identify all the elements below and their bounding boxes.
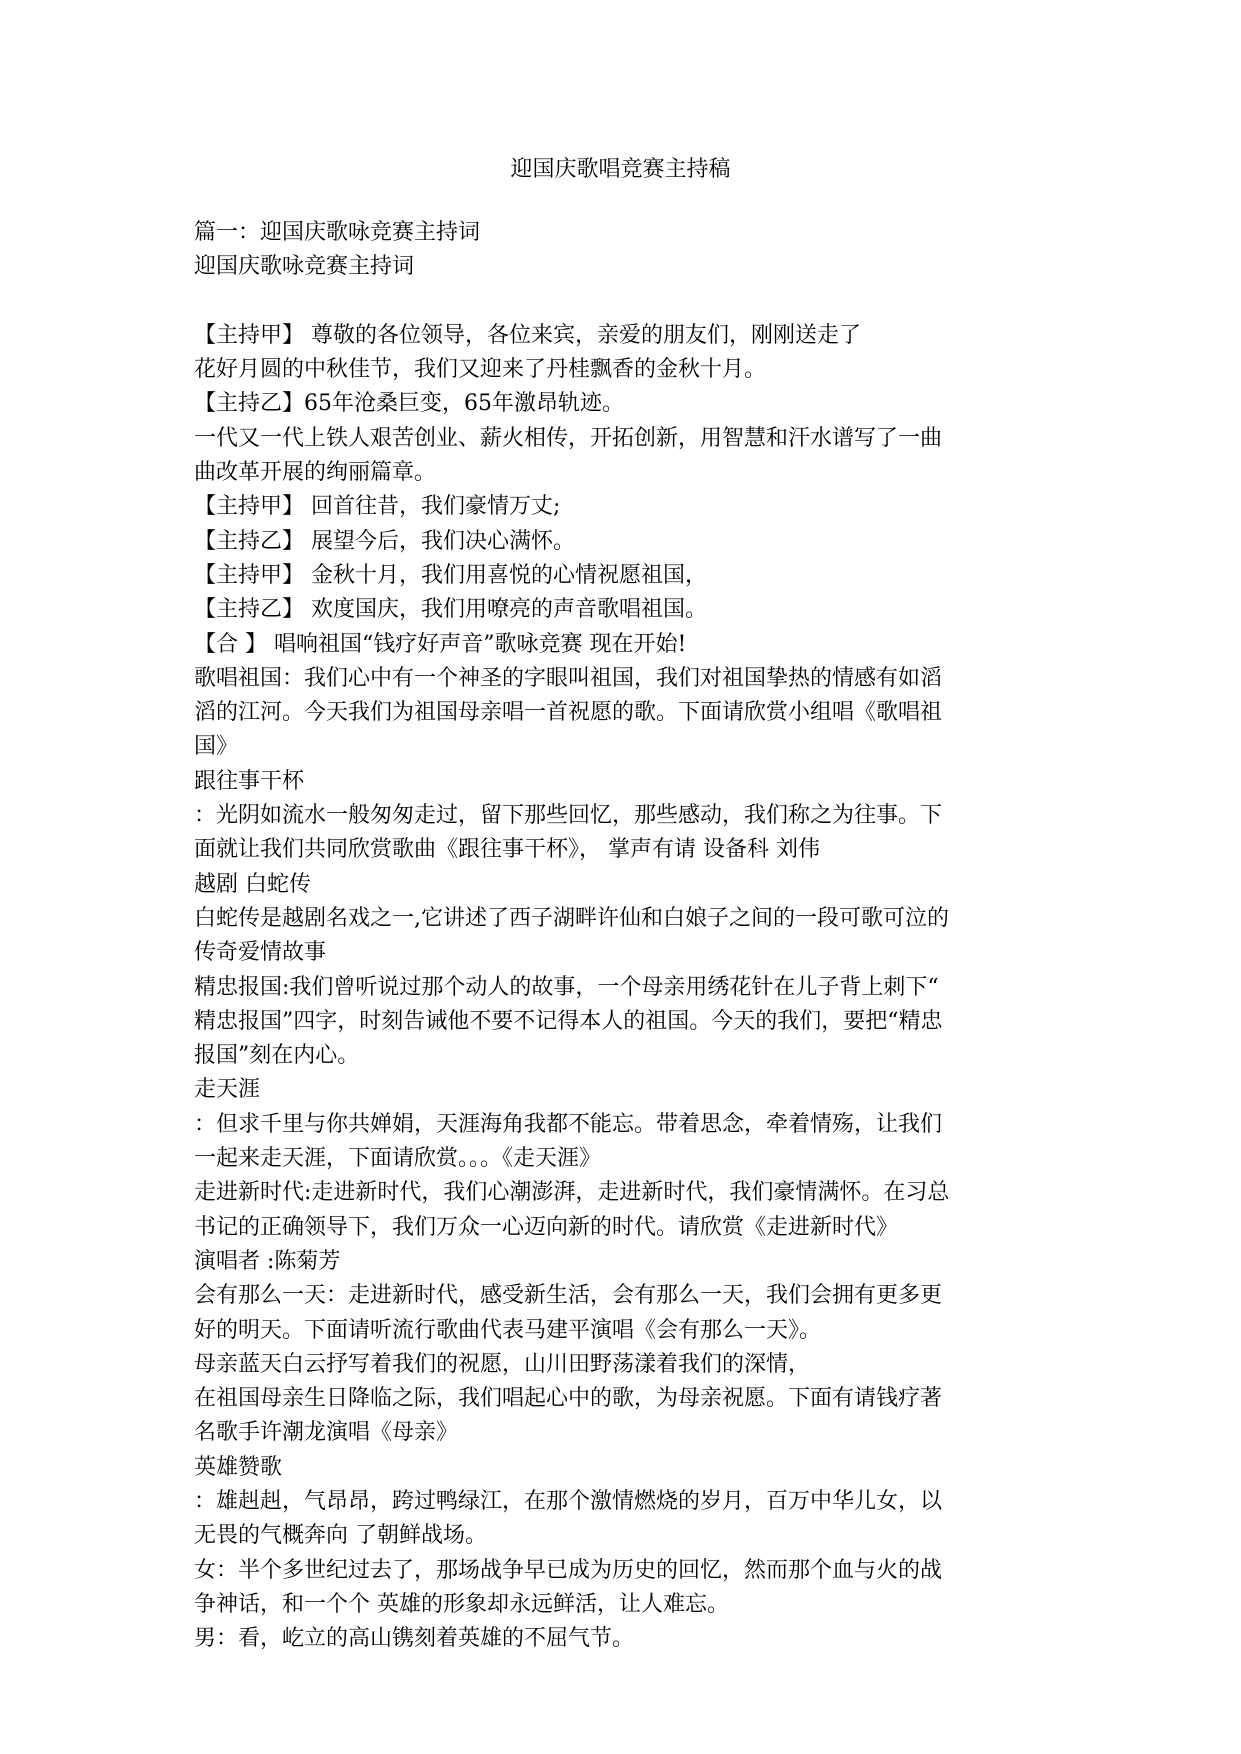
- text-line: 无畏的气概奔向 了朝鲜战场。: [194, 1523, 487, 1549]
- text-line: 书记的正确领导下，我们万众一心迈向新的时代。请欣赏《走进新时代》: [194, 1214, 899, 1240]
- text-line: 歌唱祖国：我们心中有一个神圣的字眼叫祖国，我们对祖国挚热的情感有如滔: [194, 665, 943, 691]
- text-line: 在祖国母亲生日降临之际，我们唱起心中的歌，为母亲祝愿。下面有请钱疗著: [194, 1386, 943, 1412]
- document-title: 迎国庆歌唱竞赛主持稿: [510, 157, 731, 182]
- text-line: 一代又一代上铁人艰苦创业、薪火相传，开拓创新，用智慧和汗水谱写了一曲: [194, 425, 943, 451]
- text-line: 一起来走天涯，下面请欣赏。。。《走天涯》: [194, 1146, 602, 1172]
- text-line: 【主持甲】 尊敬的各位领导，各位来宾，亲爱的朋友们，刚刚送走了: [194, 322, 861, 348]
- text-line: 好的明天。下面请听流行歌曲代表马建平演唱《会有那么一天》。: [194, 1317, 822, 1343]
- text-line: 争神话，和一个个 英雄的形象却永远鲜活，让人难忘。: [194, 1591, 729, 1617]
- text-line: 国》: [194, 734, 239, 760]
- text-line: 【主持甲】 金秋十月，我们用喜悦的心情祝愿祖国，: [194, 562, 707, 588]
- text-line: 篇一：迎国庆歌咏竞赛主持词: [194, 220, 481, 245]
- document-body: [194, 216, 1049, 1656]
- text-line: 越剧 白蛇传: [194, 871, 311, 897]
- text-line: 精忠报国:我们曾听说过那个动人的故事，一个母亲用绣花针在儿子背上刺下“: [194, 974, 939, 1000]
- text-line: 【主持乙】 展望今后，我们决心满怀。: [194, 528, 575, 554]
- text-line: ：光阴如流水一般匆匆走过，留下那些回忆，那些感动，我们称之为往事。下: [194, 803, 943, 829]
- text-line: 男：看，屹立的高山镌刻着英雄的不屈气节。: [194, 1626, 635, 1652]
- text-line: ：雄赳赳，气昂昂，跨过鸭绿江，在那个激情燃烧的岁月，百万中华儿女，以: [194, 1488, 943, 1514]
- text-line: 母亲蓝天白云抒写着我们的祝愿，山川田野荡漾着我们的深情，: [194, 1351, 811, 1377]
- text-line: 面就让我们共同欣赏歌曲《跟往事干杯》， 掌声有请 设备科 刘伟: [194, 837, 820, 863]
- text-line: 【主持乙】65年沧桑巨变，65年激昂轨迹。: [194, 391, 624, 417]
- text-line: 【合 】 唱响祖国“钱疗好声音”歌咏竞赛 现在开始!: [194, 631, 687, 657]
- text-line: 演唱者 :陈菊芳: [194, 1248, 341, 1274]
- text-line: 【主持甲】 回首往昔，我们豪情万丈;: [194, 494, 561, 520]
- text-line: 走进新时代:走进新时代，我们心潮澎湃，走进新时代，我们豪情满怀。在习总: [194, 1180, 950, 1206]
- text-line: 【主持乙】 欢度国庆，我们用嘹亮的声音歌唱祖国。: [194, 597, 707, 623]
- text-line: 花好月圆的中秋佳节，我们又迎来了丹桂飘香的金秋十月。: [194, 357, 767, 383]
- text-line: 走天涯: [194, 1077, 261, 1103]
- text-line: 报国”刻在内心。: [194, 1043, 360, 1069]
- text-line: 传奇爱情故事: [194, 940, 327, 966]
- text-line: 白蛇传是越剧名戏之一,它讲述了西子湖畔许仙和白娘子之间的一段可歌可泣的: [194, 905, 949, 931]
- text-line: 会有那么一天：走进新时代，感受新生活，会有那么一天，我们会拥有更多更: [194, 1283, 943, 1309]
- text-line: 跟往事干杯: [194, 768, 305, 794]
- text-line: 曲改革开展的绚丽篇章。: [194, 460, 437, 486]
- text-line: 迎国庆歌咏竞赛主持词: [194, 254, 415, 280]
- text-line: 名歌手许潮龙演唱《母亲》: [194, 1420, 459, 1446]
- text-line: 精忠报国”四字，时刻告诫他不要不记得本人的祖国。今天的我们，要把“精忠: [194, 1008, 943, 1034]
- text-line: 女：半个多世纪过去了，那场战争早已成为历史的回忆，然而那个血与火的战: [194, 1557, 943, 1583]
- text-line: ：但求千里与你共婵娟，天涯海角我都不能忘。带着思念，牵着情殇，让我们: [194, 1111, 943, 1137]
- text-line: 英雄赞歌: [194, 1454, 283, 1480]
- text-line: 滔的江河。今天我们为祖国母亲唱一首祝愿的歌。下面请欣赏小组唱《歌唱祖: [194, 700, 943, 726]
- blank-line: [194, 285, 1049, 319]
